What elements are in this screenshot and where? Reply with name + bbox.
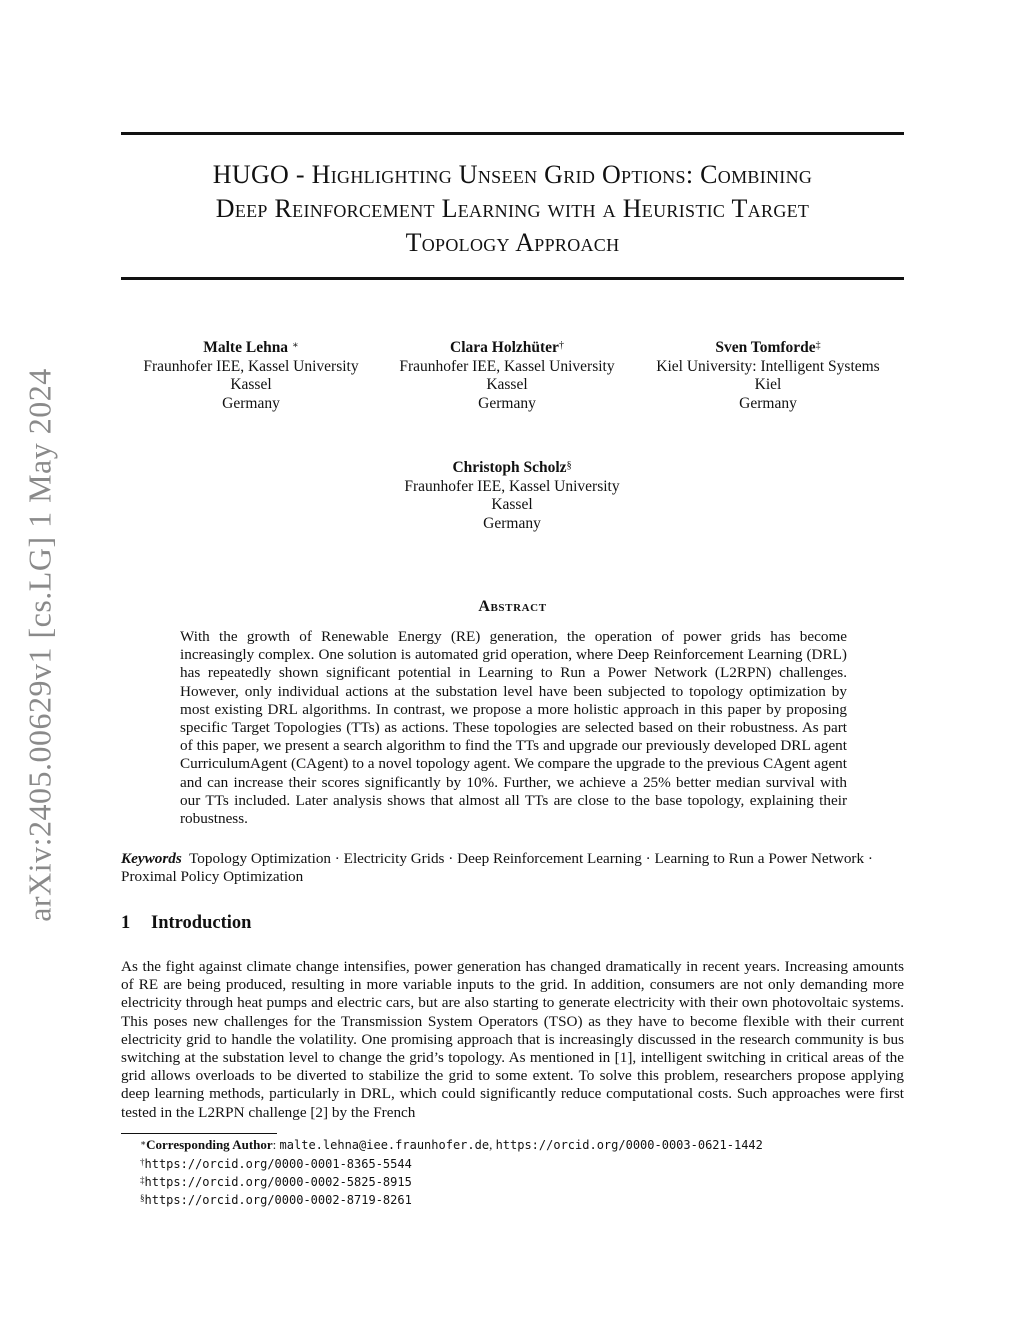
author-country: Germany bbox=[483, 514, 541, 532]
footnote-divider bbox=[121, 1133, 277, 1134]
author-footnote-mark[interactable]: † bbox=[558, 340, 564, 351]
footnote bbox=[140, 1192, 412, 1208]
author-block bbox=[382, 459, 642, 533]
title-line-3: Topology Approach bbox=[405, 228, 620, 257]
footnote-orcid-link[interactable]: https://orcid.org/0000-0001-8365-5544 bbox=[144, 1157, 412, 1171]
keywords-line bbox=[121, 850, 904, 886]
footnote-separator: : bbox=[272, 1137, 280, 1152]
author-city: Kassel bbox=[486, 376, 528, 393]
author-name: Christoph Scholz bbox=[452, 459, 567, 476]
title-bottom-rule bbox=[121, 277, 904, 280]
section-title: Introduction bbox=[151, 913, 252, 933]
title-line-1: HUGO - Highlighting Unseen Grid Options: Combining bbox=[212, 160, 813, 189]
footnote bbox=[140, 1174, 412, 1190]
author-country: Germany bbox=[478, 394, 536, 412]
author-block bbox=[638, 339, 898, 413]
footnote-email-link[interactable]: malte.lehna@iee.fraunhofer.de bbox=[279, 1138, 490, 1152]
keywords-label: Keywords bbox=[121, 850, 182, 867]
footnote-orcid-link[interactable]: https://orcid.org/0000-0002-8719-8261 bbox=[144, 1193, 412, 1207]
author-footnote-mark[interactable]: § bbox=[566, 460, 572, 471]
author-country: Germany bbox=[222, 394, 280, 412]
footnote-orcid-link[interactable]: https://orcid.org/0000-0002-5825-8915 bbox=[144, 1175, 412, 1189]
title-line-2: Deep Reinforcement Learning with a Heuristic Target bbox=[215, 194, 810, 223]
author-footnote-mark[interactable]: ‡ bbox=[815, 340, 821, 351]
author-affiliation: Fraunhofer IEE, Kassel University bbox=[399, 357, 615, 375]
author-city: Kiel bbox=[754, 376, 782, 393]
footnote-separator: , bbox=[489, 1137, 496, 1152]
author-name: Clara Holzhüter bbox=[450, 339, 559, 356]
footnote-mark: ∗ bbox=[140, 1138, 147, 1148]
author-affiliation: Fraunhofer IEE, Kassel University bbox=[404, 477, 620, 495]
footnote-mark: § bbox=[140, 1193, 145, 1203]
title-top-rule bbox=[121, 132, 904, 135]
footnote-label: Corresponding Author bbox=[146, 1137, 273, 1152]
author-city: Kassel bbox=[230, 376, 272, 393]
section-heading bbox=[121, 913, 251, 934]
footnote-mark: † bbox=[140, 1157, 145, 1167]
author-footnote-mark[interactable]: ∗ bbox=[291, 340, 299, 351]
arxiv-stamp: arXiv:2405.00629v1 [cs.LG] 1 May 2024 bbox=[21, 368, 58, 922]
author-block bbox=[126, 339, 376, 413]
author-name: Sven Tomforde bbox=[715, 339, 816, 356]
author-name: Malte Lehna bbox=[203, 339, 289, 356]
abstract-heading: Abstract bbox=[478, 598, 547, 615]
footnote-mark: ‡ bbox=[140, 1175, 145, 1185]
footnote bbox=[140, 1156, 412, 1172]
author-block bbox=[382, 339, 632, 413]
abstract-text: With the growth of Renewable Energy (RE) generation, the operation of power grids has become increasingly complex. One solution is automated grid operation, where Deep Reinforcement Learning (DRL) has repeatedly shown significant potential in Learning to Run a Power Network (L2RPN) challenges. However, only individual actions at the substation level have been subjected to topology optimization by most existing DRL algorithms. In contrast, we propose a more holistic approach in this paper by proposing specific Target Topologies (TTs) as actions. These topologies are selected based on their robustness. As part of this paper, we present a search algorithm to find the TTs and upgrade our previously developed DRL agent CurriculumAgent (CAgent) to a novel topology agent. We compare the upgrade to the previous CAgent agent and can increase their scores significantly by 10%. Further, we achieve a 25% better median survival with our TTs included. Later analysis shows that almost all TTs are close to the base topology, explaining their robustness. bbox=[180, 628, 847, 828]
author-affiliation: Kiel University: Intelligent Systems bbox=[656, 357, 880, 375]
author-affiliation: Fraunhofer IEE, Kassel University bbox=[143, 357, 359, 375]
footnote-orcid-link[interactable]: https://orcid.org/0000-0003-0621-1442 bbox=[495, 1138, 763, 1152]
keywords-text: Topology Optimization · Electricity Grids · Deep Reinforcement Learning · Learning to Run a Power Network · Proximal Policy Optimization bbox=[121, 850, 873, 886]
introduction-text: As the fight against climate change intensifies, power generation has changed dramatically in recent years. Increasing amounts of RE are being produced, resulting in more variable inputs to the grid. In addition, consumers are not only demanding more electricity through heat pumps and electric cars, but are also starting to generate electricity with their own photovoltaic systems. This poses new challenges for the Transmission System Operators (TSO) as they have to become flexible with their current electricity grid to handle the volatility. One promising approach that is increasingly discussed in the research community is bus switching at the substation level to change the grid’s topology. As mentioned in [1], intelligent switching in critical areas of the grid allows overloads to be diverted to stabilize the grid to some extent. To solve this problem, researchers propose applying deep learning methods, particularly in DRL, which could significantly reduce computational costs. Such approaches were first tested in the L2RPN challenge [2] by the French bbox=[121, 958, 904, 1121]
section-number: 1 bbox=[121, 913, 131, 933]
author-country: Germany bbox=[739, 394, 797, 412]
author-city: Kassel bbox=[491, 496, 533, 513]
paper-title bbox=[121, 158, 904, 260]
footnote bbox=[140, 1137, 763, 1153]
